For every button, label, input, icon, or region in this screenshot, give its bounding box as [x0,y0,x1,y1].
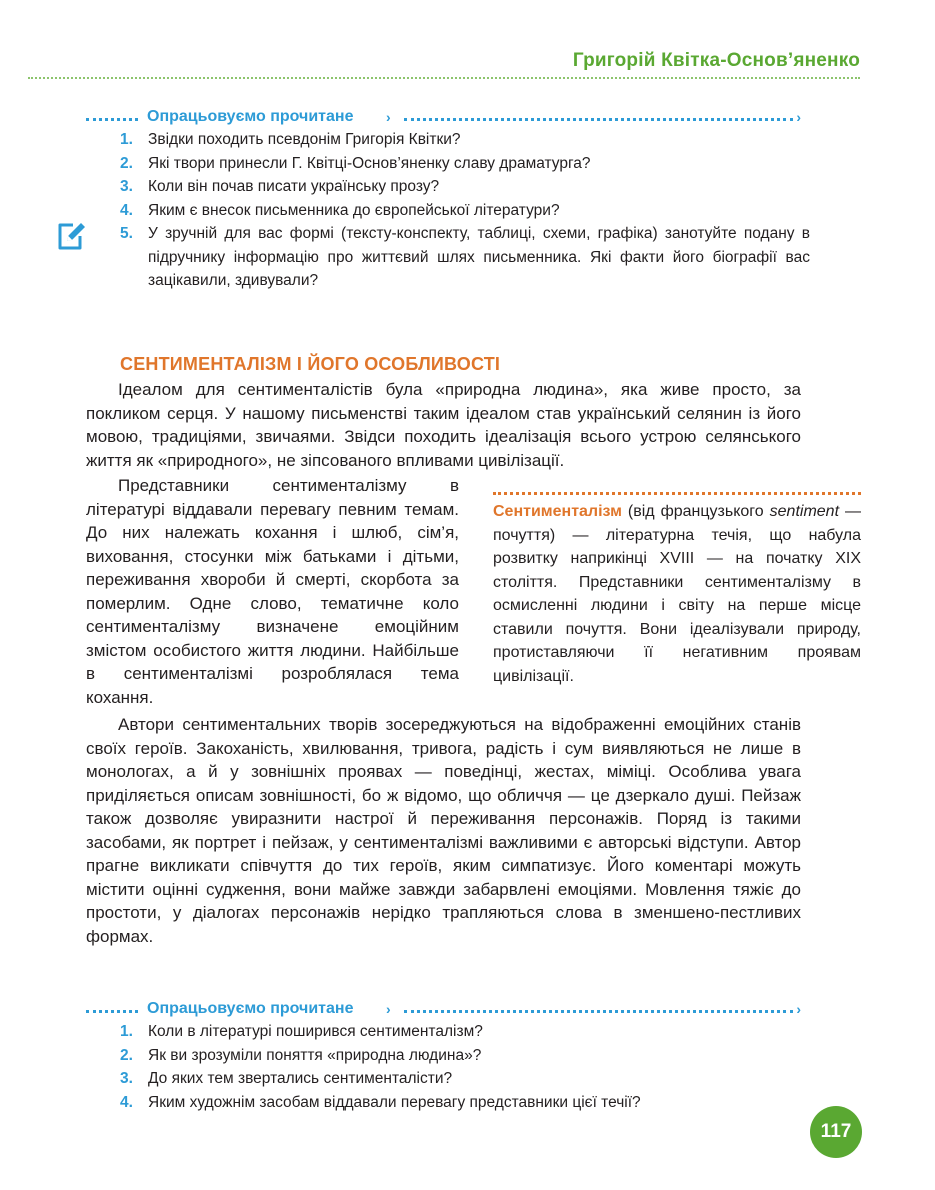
item-number: 1. [120,1023,133,1040]
section-heading-2 [86,1000,801,1020]
item-number: 2. [120,1046,133,1064]
running-header-title: Григорій Квітка-Основ’яненко [572,50,860,71]
section-heading-label: Опрацьовуємо прочитане [147,108,354,125]
question-list-2 [120,1020,810,1114]
item-number: 3. [120,178,133,195]
arrow-marker: › [386,109,391,125]
dotted-rule-left [86,118,138,121]
item-number: 1. [120,131,133,148]
section-heading-label: Опрацьовуємо прочитане [147,1000,354,1017]
item-text: До яких тем звертались сентименталісти? [148,1070,453,1087]
list-item [120,1044,810,1068]
arrow-marker-end: › [796,1001,801,1017]
list-item [120,152,810,176]
item-text: Яким є внесок письменника до європейської літератури? [148,201,560,219]
definition-term: Сентименталізм [493,503,622,520]
arrow-marker-end: › [796,109,801,125]
paragraph-3: Автори сентиментальних творів зосереджуються на відображенні емоційних станів своїх героїв. Закоханість, хвилювання, тривога, радість і сум виявляються не лише в монологах, а й у зовнішніх проявах — поведінці, жестах, міміці. Особлива увага приділяється описам зовнішності, бо ж відомо, що обличчя — це дзеркало душі. Пейзаж також дозволяє увиразнити настрої й переживання персонажів. Поряд із такими засобами, як портрет і пейзаж, у сентименталізмі важливими є авторські відступи. Автор прагне викликати співчуття до тих героїв, яким симпатизує. Його коментарі можуть містити оцінні судження, вони майже завжди забарвлені емоціями. Мовлення тяжіє до простоти, у діалогах персонажів нерідко трапляються слова в зменшено-пестливих формах. [86,715,801,946]
article-title: СЕНТИМЕНТАЛІЗМ І ЙОГО ОСОБЛИВОСТІ [120,354,501,374]
definition-dotted-rule [493,492,861,495]
item-number: 4. [120,201,133,219]
item-number: 4. [120,1093,133,1111]
dotted-rule-right [404,1010,793,1013]
item-text: Яким художнім засобам віддавали перевагу представники цієї течії? [148,1093,641,1111]
list-item [120,1020,810,1044]
item-text: Які твори принесли Г. Квітці-Основ’яненку славу драматурга? [148,154,591,172]
definition-text-pre: (від французького [621,503,770,520]
list-item [120,222,810,293]
section-heading-1 [86,108,801,128]
list-item [120,1067,810,1091]
item-text: Звідки походить псевдонім Григорія Квітки? [148,131,461,148]
header-dotted-rule [28,77,860,79]
item-number: 2. [120,154,133,172]
pencil-note-icon [55,220,87,252]
list-item [120,128,810,152]
list-item [120,199,810,223]
dotted-rule-left [86,1010,138,1013]
item-text: Коли в літературі поширився сентименталізм? [148,1023,483,1040]
list-item [120,1091,810,1115]
arrow-marker: › [386,1001,391,1017]
list-item [120,175,810,199]
question-list-1 [120,128,810,293]
paragraph-2: Представники сентименталізму в літературі віддавали перевагу певним темам. До них належать кохання і шлюб, сім’я, виховання, стосунки між батьками і дітьми, переживання хвороби й смерті, скорбота за померлим. Одне слово, тематичне коло сентименталізму визначене емоційним змістом особистого життя людини. Найбільше в сентименталізмі розроблялася тема кохання. [86,476,459,707]
item-number: 5. [120,225,133,242]
item-number: 3. [120,1070,133,1087]
paragraph-1: Ідеалом для сентименталістів була «природна людина», яка живе просто, за покликом серця. У нашому письменстві таким ідеалом став український селянин із його мовою, традиціями, звичаями. Звідси походить ідеалізація всього устрою селянського життя як «природного», не зіпсованого впливами цивілізації. [86,380,801,470]
page-number-badge: 117 [810,1106,862,1158]
item-text: Як ви зрозуміли поняття «природна людина»? [148,1046,482,1064]
item-text: Коли він почав писати українську прозу? [148,178,440,195]
definition-foreign-word: sentiment [769,503,840,520]
dotted-rule-right [404,118,793,121]
item-text: У зручній для вас формі (тексту-конспекту, таблиці, схеми, графіка) занотуйте подану в підручнику інформацію про життєвий шлях письменника. Які факти його біографії вас зацікавили, здивували? [148,225,810,289]
definition-box [493,500,861,688]
definition-text: — почуття) — літературна течія, що набула розвитку наприкінці XVIII — на початку XIX століття. Представники сентименталізму в осмисленні людини і світу на перше місце ставили почуття. Вони ідеалізували природу, протиставляючи її негативним проявам цивілізації. [493,503,861,685]
